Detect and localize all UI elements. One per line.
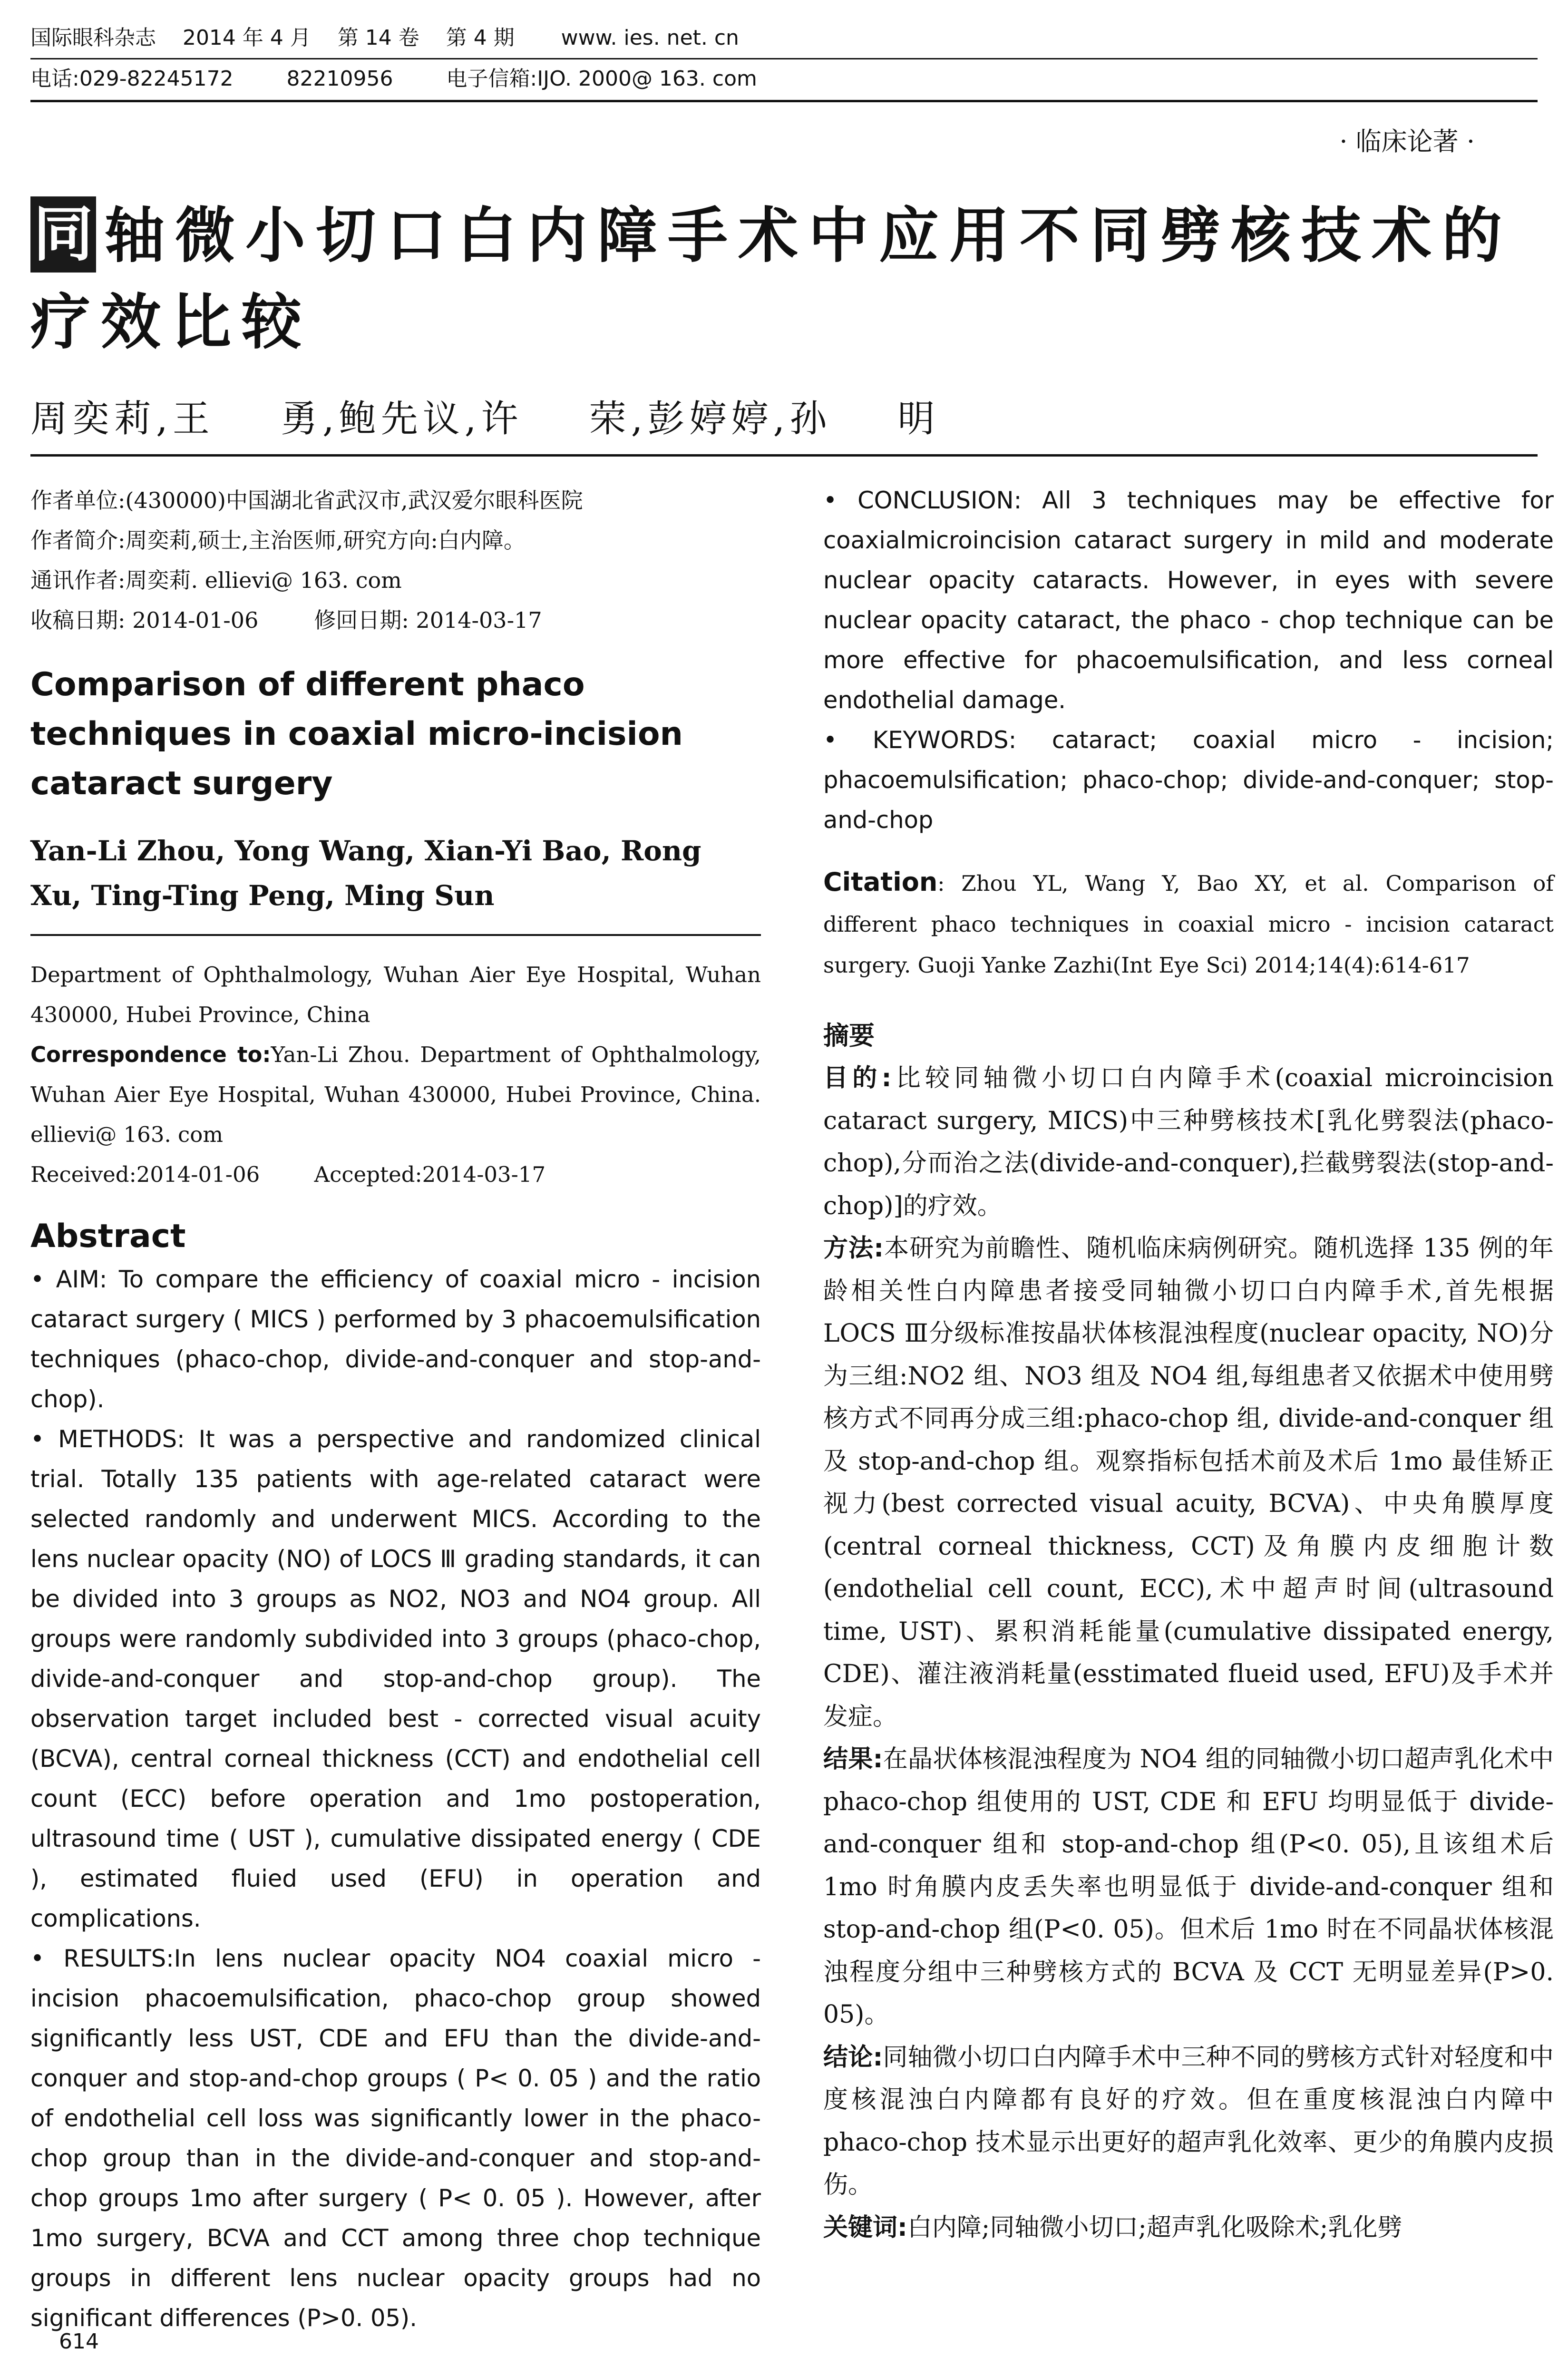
title-text: 轴微小切口白内障手术中应用不同劈核技术的疗效比较 (30, 201, 1512, 357)
title-first-char-badge: 同 (30, 196, 96, 273)
department: Department of Ophthalmology, Wuhan Aier Eye Hospital, Wuhan 430000, Hubei Province, China (30, 962, 761, 1027)
citation-text: : Zhou YL, Wang Y, Bao XY, et al. Comparison of different phaco techniques in coaxial micro - incision cataract surgery. Guoji Yanke Zazhi(Int Eye Sci) 2014;14(4):614-617 (823, 871, 1554, 978)
header-divider (30, 58, 1538, 59)
received-accepted: Received:2014-01-06 Accepted:2014-03-17 (30, 1162, 546, 1187)
abstract-conclusion: • CONCLUSION: All 3 techniques may be effective for coaxialmicroincision cataract surgery in mild and moderate nuclear opacity cataracts. However, in eyes with severe nuclear opacity cataract, the phaco - chop technique can be more effective for phacoemulsification, and less corneal endothelial damage. (823, 487, 1554, 714)
cn-abstract-results (823, 1738, 1554, 2036)
article-title (30, 193, 1552, 366)
page-number: 614 (59, 2329, 99, 2354)
abstract-keywords: • KEYWORDS: cataract; coaxial micro - incision; phacoemulsification; phaco-chop; divide-and-conquer; stop-and-chop (823, 726, 1554, 834)
cn-abstract-conclusion (823, 2036, 1554, 2207)
received-dates-cn: 收稿日期: 2014-01-06 修回日期: 2014-03-17 (30, 607, 542, 633)
author-unit: 作者单位:(430000)中国湖北省武汉市,武汉爱尔眼科医院 (30, 487, 583, 513)
citation (823, 862, 1554, 986)
abstract-methods: • METHODS: It was a perspective and randomized clinical trial. Totally 135 patients with age-related cataract were selected randomly and underwent MICS. According to the lens nuclear opacity (NO) of LOCS Ⅲ grading standards, it can be divided into 3 groups as NO2, NO3 and NO4 group. All groups were randomly subdivided into 3 groups (phaco-chop, divide-and-conquer and stop-and-chop group). The observation target included best - corrected visual acuity (BCVA), central corneal thickness (CCT) and endothelial cell count (ECC) before operation and 1mo postoperation, ultrasound time ( UST ), cumulative dissipated energy ( CDE ), estimated fluied used (EFU) in operation and complications. (30, 1425, 761, 1932)
authors-divider (30, 454, 1538, 457)
header-divider-bottom (30, 100, 1538, 102)
cn-methods-label: 方法: (823, 1234, 884, 1263)
abstract-heading: Abstract (30, 1218, 186, 1255)
correspondence-text: Yan-Li Zhou. Department of Ophthalmology, Wuhan Aier Eye Hospital, Wuhan 430000, Hubei Province, China. ellievi@ 163. com (30, 1042, 761, 1147)
cn-aim-text: 比较同轴微小切口白内障手术(coaxial microincision cataract surgery, MICS)中三种劈核技术[乳化劈裂法(phaco-chop),分而治之法(divide-and-conquer),拦截劈裂法(stop-and-chop)]的疗效。 (823, 1064, 1554, 1220)
cn-abstract-aim (823, 1057, 1554, 1227)
corresponding-author: 通讯作者:周奕莉. ellievi@ 163. com (30, 567, 402, 593)
chinese-abstract-heading: 摘要 (823, 1021, 875, 1051)
cn-results-text: 在晶状体核混浊程度为 NO4 组的同轴微小切口超声乳化术中 phaco-chop 组使用的 UST, CDE 和 EFU 均明显低于 divide-and-conquer 组和 stop-and-chop 组(P<0. 05),且该组术后 1mo 时角膜内皮丢失率也明显低于 divide-and-conquer 组和 stop-and-chop 组(P<0. 05)。但术后 1mo 时在不同晶状体核混浊程度分组中三种劈核方式的 BCVA 及 CCT 无明显差异(P>0. 05)。 (823, 1745, 1554, 2029)
author-bio: 作者简介:周奕莉,硕士,主治医师,研究方向:白内障。 (30, 527, 526, 553)
correspondence-label: Correspondence to: (30, 1042, 271, 1067)
cn-keywords-text: 白内障;同轴微小切口;超声乳化吸除术;乳化劈 (907, 2213, 1402, 2242)
left-column (30, 480, 761, 2338)
citation-label: Citation (823, 867, 938, 897)
cn-conclusion-label: 结论: (823, 2043, 883, 2072)
cn-keywords-label: 关键词: (823, 2213, 907, 2242)
journal-header-line2: 电话:029-82245172 82210956 电子信箱:IJO. 2000@ 163. com (30, 67, 757, 91)
cn-methods-text: 本研究为前瞻性、随机临床病例研究。随机选择 135 例的年龄相关性白内障患者接受同轴微小切口白内障手术,首先根据 LOCS Ⅲ分级标准按晶状体核混浊程度(nuclear opacity, NO)分为三组:NO2 组、NO3 组及 NO4 组,每组患者又依据术中使用劈核方式不同再分成三组:phaco-chop 组, divide-and-conquer 组及 stop-and-chop 组。观察指标包括术前及术后 1mo 最佳矫正视力(best corrected visual acuity, BCVA)、中央角膜厚度(central corneal thickness, CCT)及角膜内皮细胞计数(endothelial cell count, ECC),术中超声时间(ultrasound time, UST)、累积消耗能量(cumulative dissipated energy, CDE)、灌注液消耗量(esstimated flueid used, EFU)及手术并发症。 (823, 1234, 1554, 1731)
cn-results-label: 结果: (823, 1745, 883, 1773)
authors-chinese: 周奕莉,王 勇,鲍先议,许 荣,彭婷婷,孙 明 (30, 398, 940, 440)
cn-abstract-keywords (823, 2207, 1554, 2250)
correspondence (30, 1035, 761, 1155)
english-title: Comparison of different phaco techniques in coaxial micro-incision cataract surgery (30, 666, 683, 802)
abstract-aim: • AIM: To compare the efficiency of coaxial micro - incision cataract surgery ( MICS ) performed by 3 phacoemulsification techniques (phaco-chop, divide-and-conquer and stop-and-chop). (30, 1266, 761, 1413)
cn-aim-label: 目的: (823, 1064, 892, 1092)
abstract-results: • RESULTS:In lens nuclear opacity NO4 coaxial micro - incision phacoemulsification, phaco-chop group showed significantly less UST, CDE and EFU than the divide-and-conquer and stop-and-chop groups ( P< 0. 05 ) and the ratio of endothelial cell loss was significantly lower in the phaco-chop group than in the divide-and-conquer and stop-and-chop groups 1mo after surgery ( P< 0. 05 ). However, after 1mo surgery, BCVA and CCT among three chop technique groups in different lens nuclear opacity groups had no significant differences (P>0. 05). (30, 1945, 761, 2332)
section-label: · 临床论著 · (1339, 127, 1475, 156)
journal-header-line1: 国际眼科杂志 2014 年 4 月 第 14 卷 第 4 期 www. ies. net. cn (30, 26, 739, 50)
english-authors: Yan-Li Zhou, Yong Wang, Xian-Yi Bao, Rong Xu, Ting-Ting Peng, Ming Sun (30, 835, 701, 912)
cn-conclusion-text: 同轴微小切口白内障手术中三种不同的劈核方式针对轻度和中度核混浊白内障都有良好的疗效。但在重度核混浊白内障中 phaco-chop 技术显示出更好的超声乳化效率、更少的角膜内皮损伤。 (823, 2043, 1554, 2199)
right-column (823, 480, 1554, 2249)
cn-abstract-methods (823, 1227, 1554, 1738)
english-header-divider (30, 934, 761, 936)
